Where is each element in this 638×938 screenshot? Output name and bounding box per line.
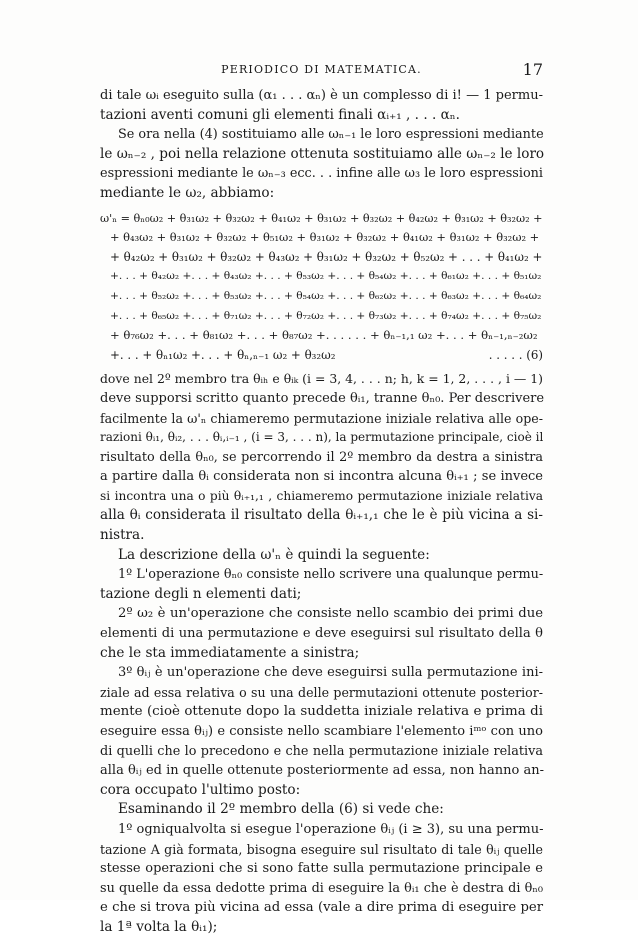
text-line: Esaminando il 2º membro della (6) si vede che: [118, 801, 444, 818]
text-line: si incontra una o più θᵢ₊₁,₁ , chiameremo permutazione iniziale relativa [100, 488, 543, 503]
text-line: tazioni aventi comuni gli elementi finali αᵢ₊₁ , . . . αₙ. [100, 106, 460, 123]
text-line: di quelli che lo precedono e che nella permutazione iniziale relativa [100, 743, 543, 759]
equation-line: + θ₇₆ω₂ +. . . + θ₈₁ω₂ +. . . + θ₈₇ω₂ +. . . . . . + θₙ₋₁,₁ ω₂ +. . . + θₙ₋₁,ₙ₋₂ω₂ [110, 328, 538, 343]
equation-line: ω'ₙ = θₙ₀ω₂ + θ₃₁ω₂ + θ₃₂ω₂ + θ₄₁ω₂ + θ₃₁ω₂ + θ₃₂ω₂ + θ₄₂ω₂ + θ₃₁ω₂ + θ₃₂ω₂ + [100, 211, 543, 225]
text-line: facilmente la ω'ₙ chiameremo permutazione iniziale relativa alle ope- [100, 410, 543, 426]
equation-line: +. . . + θ₅₂ω₂ +. . . + θ₅₃ω₂ +. . . + θ₅₄ω₂ +. . . + θ₆₂ω₂ +. . . + θ₆₃ω₂ +. . . + θ₆₄ω₂ [110, 289, 542, 302]
equation-line: + θ₄₂ω₂ + θ₃₁ω₂ + θ₃₂ω₂ + θ₄₃ω₂ + θ₃₁ω₂ + θ₃₂ω₂ + θ₅₂ω₂ + . . . + θ₄₁ω₂ + [110, 249, 543, 264]
text-line: alla θᵢ considerata il risultato della θᵢ₊₁,₁ che le è più vicina a si- [100, 507, 543, 524]
equation-line: +. . . + θ₆₅ω₂ +. . . + θ₇₁ω₂ +. . . + θ₇₂ω₂ +. . . + θ₇₃ω₂ +. . . + θ₇₄ω₂ +. . . + θ₇₅ω₂ [110, 309, 542, 322]
equation-line-last [100, 346, 543, 366]
text-line: dove nel 2º membro tra θᵢₕ e θᵢₖ (i = 3, 4, . . . n; h, k = 1, 2, . . . , i — 1) [100, 371, 543, 387]
text-line: nistra. [100, 527, 145, 544]
text-line: su quelle da essa dedotte prima di eseguire la θᵢ₁ che è destra di θₙ₀ [100, 880, 543, 896]
text-line: tazione degli n elementi dati; [100, 585, 302, 602]
text-line: a partire dalla θᵢ considerata non si incontra alcuna θᵢ₊₁ ; se invece [100, 469, 543, 485]
running-title: PERIODICO DI MATEMATICA. [221, 63, 422, 76]
text-line: tazione A già formata, bisogna eseguire sul risultato di tale θᵢⱼ quelle [100, 841, 543, 857]
page-number: 17 [522, 60, 543, 79]
page-body [100, 86, 543, 938]
text-line: ziale ad essa relativa o su una delle permutazioni ottenute posterior- [100, 684, 543, 700]
text-line: le ωₙ₋₂ , poi nella relazione ottenuta sostituiamo alle ωₙ₋₂ le loro [100, 145, 545, 162]
equation-line: +. . . + θ₄₂ω₂ +. . . + θ₄₃ω₂ +. . . + θ₅₃ω₂ +. . . + θ₅₄ω₂ +. . . + θ₆₁ω₂ +. . . + θ₅₁ω₂ [110, 270, 542, 283]
text-line: 1º L'operazione θₙ₀ consiste nello scrivere una qualunque permu- [118, 567, 544, 583]
text-line: mente (cioè ottenute dopo la suddetta iniziale relativa e prima di [100, 704, 543, 720]
text-line: cora occupato l'ultimo posto: [100, 781, 301, 798]
text-line: deve supporsi scritto quanto precede θᵢ₁, tranne θₙ₀. Per descrivere [100, 390, 545, 406]
equation-line-text: +. . . + θₙ₁ω₂ +. . . + θₙ,ₙ₋₁ ω₂ + θ₃₂ω₂ [110, 347, 336, 362]
text-line: 2º ω₂ è un'operazione che consiste nello scambio dei primi due [118, 606, 543, 622]
text-line: eseguire essa θᵢⱼ) e consiste nello scambiare l'elemento iᵐᵒ con uno [100, 724, 543, 739]
text-line: la 1ª volta la θᵢ₁); [100, 918, 218, 935]
text-line: 1º ogniqualvolta si esegue l'operazione θᵢⱼ (i ≥ 3), su una permu- [118, 821, 544, 837]
text-line: Se ora nella (4) sostituiamo alle ωₙ₋₁ le loro espressioni mediante [118, 127, 544, 143]
text-line: risultato della θₙ₀, se percorrendo il 2º membro da destra a sinistra [100, 449, 543, 465]
text-line: che le sta immediatamente a sinistra; [100, 644, 360, 661]
equation-line: + θ₄₃ω₂ + θ₃₁ω₂ + θ₃₂ω₂ + θ₅₁ω₂ + θ₃₁ω₂ + θ₃₂ω₂ + θ₄₁ω₂ + θ₃₁ω₂ + θ₃₂ω₂ + [110, 230, 540, 245]
text-line: alla θᵢⱼ ed in quelle ottenute posteriormente ad essa, non hanno an- [100, 763, 544, 779]
text-line: di tale ωᵢ eseguito sulla (α₁ . . . αₙ) è un complesso di i! — 1 permu- [100, 88, 543, 103]
text-line: elementi di una permutazione e deve eseguirsi sul risultato della θ [100, 626, 543, 642]
page-header [100, 60, 543, 80]
text-line: La descrizione della ω'ₙ è quindi la seguente: [118, 546, 430, 563]
text-line: 3º θᵢⱼ è un'operazione che deve eseguirsi sulla permutazione ini- [118, 665, 543, 681]
text-line: stesse operazioni che si sono fatte sulla permutazione principale e [100, 861, 543, 877]
text-line: espressioni mediante le ωₙ₋₃ ecc. . . infine alle ω₃ le loro espressioni [100, 166, 543, 182]
equation-number: . . . . . (6) [488, 347, 543, 362]
text-line: razioni θᵢ₁, θᵢ₂, . . . θᵢ,ᵢ₋₁ , (i = 3, . . . n), la permutazione principale, cioè il [100, 430, 544, 445]
text-line: e che si trova più vicina ad essa (vale a dire prima di eseguire per [100, 900, 543, 916]
text-line: mediante le ω₂, abbiamo: [100, 184, 275, 201]
